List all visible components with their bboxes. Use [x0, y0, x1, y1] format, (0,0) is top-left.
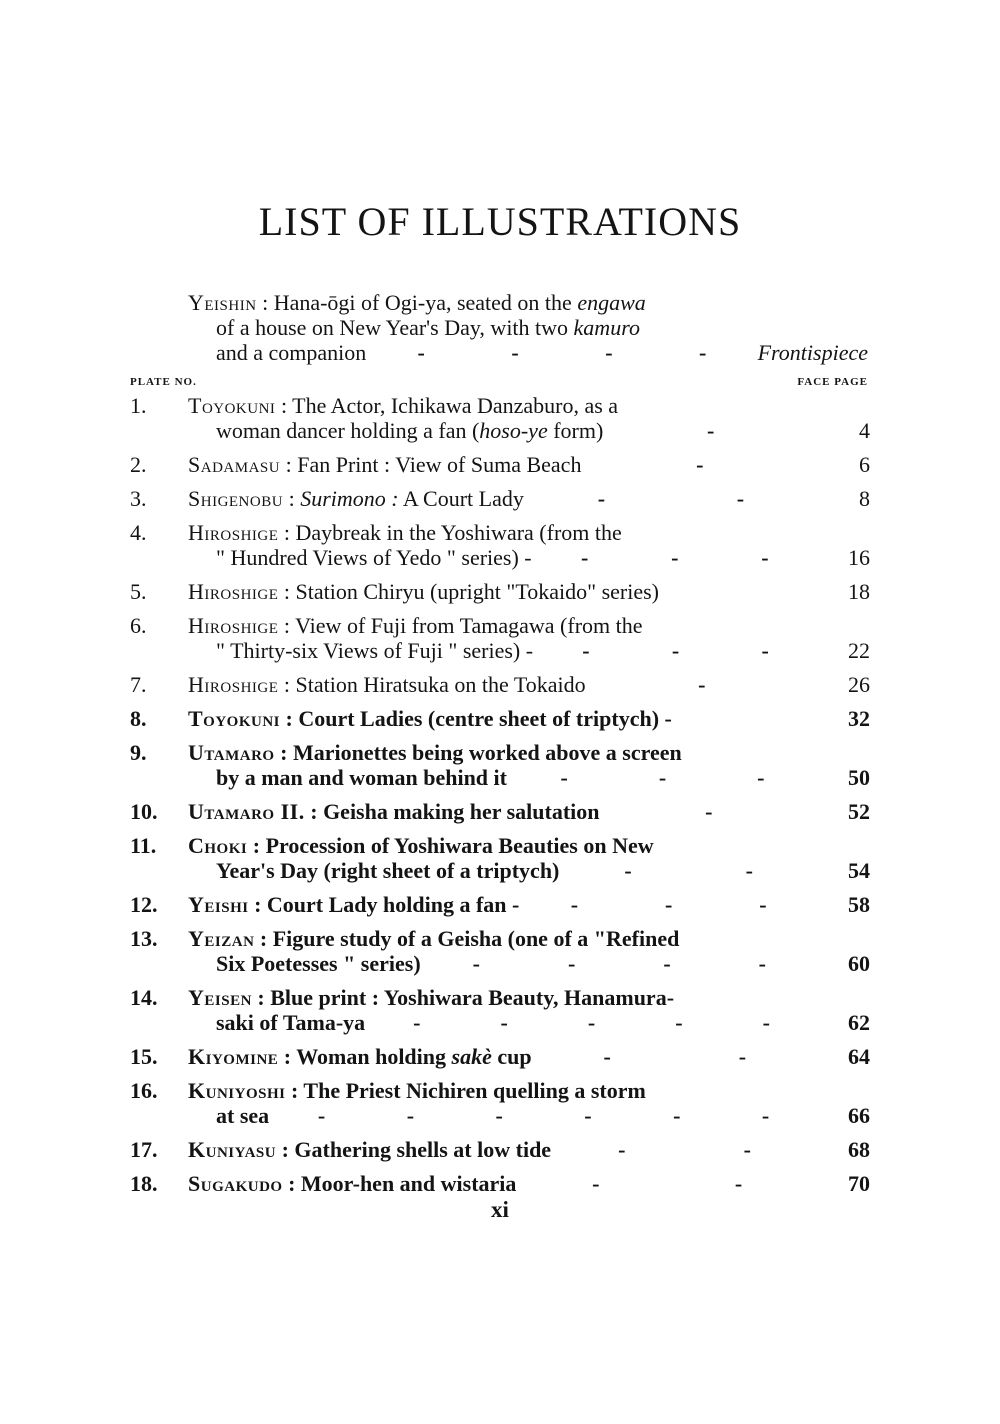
plate-entry	[130, 1078, 870, 1128]
caption-line-2	[188, 1103, 818, 1128]
dot-leader: -	[705, 799, 713, 824]
plate-number: 12.	[130, 892, 158, 917]
caption-line-1	[188, 892, 818, 917]
separator: :	[304, 799, 324, 824]
caption-text: Station Chiryu (upright "Tokaido" series)	[295, 579, 659, 604]
face-page-number: 16	[848, 545, 870, 570]
plate-entry	[130, 1044, 870, 1069]
dot-leader: - - - -	[472, 951, 766, 976]
plate-number: 6.	[130, 613, 147, 638]
plate-caption	[188, 486, 818, 511]
caption-line-1	[188, 799, 818, 824]
caption-text: Procession of Yoshiwara Beauties on New	[265, 833, 654, 858]
plate-caption	[188, 579, 818, 604]
artist-name: Kuniyasu	[188, 1137, 277, 1162]
face-page-number: 4	[859, 418, 870, 443]
plate-caption	[188, 706, 818, 731]
plate-entry	[130, 1137, 870, 1162]
dot-leader: -	[696, 452, 704, 477]
caption-line-1	[188, 706, 818, 731]
plate-number: 11.	[130, 833, 157, 858]
plate-entry	[130, 486, 870, 511]
caption-line-2	[188, 951, 818, 976]
plate-entry	[130, 799, 870, 824]
plate-number: 2.	[130, 452, 147, 477]
artist-name: Yeishin	[188, 290, 257, 315]
plate-number: 15.	[130, 1044, 158, 1069]
artist-name: Kiyomine	[188, 1044, 279, 1069]
artist-name: Shigenobu	[188, 486, 284, 511]
plate-number: 18.	[130, 1171, 158, 1196]
face-page-number: 66	[848, 1103, 870, 1128]
dot-leader: - - -	[570, 892, 767, 917]
caption-line-1	[188, 1044, 818, 1069]
caption-line-text	[216, 951, 421, 976]
caption-text: by a man and woman behind it	[216, 765, 507, 790]
caption-line-1	[188, 613, 818, 638]
artist-name: Yeishi	[188, 892, 249, 917]
dot-leader: - - - -	[417, 340, 707, 365]
plate-number: 3.	[130, 486, 147, 511]
dot-leader: - -	[592, 1171, 743, 1196]
plate-no-header: PLATE NO.	[130, 376, 197, 388]
face-page-number: 6	[859, 452, 870, 477]
caption-line-2	[188, 1010, 818, 1035]
face-page-number: 32	[848, 706, 870, 731]
caption-text: Woman holding	[296, 1044, 452, 1069]
plate-number: 1.	[130, 393, 147, 418]
caption-line-text	[188, 520, 622, 545]
plate-caption	[188, 985, 818, 1035]
plate-entry	[130, 926, 870, 976]
plate-caption	[188, 1044, 818, 1069]
caption-line-text	[188, 672, 586, 697]
separator: :	[283, 486, 301, 511]
separator: :	[256, 290, 274, 315]
plate-list	[130, 393, 870, 1205]
caption-line-1	[188, 1078, 818, 1103]
frontispiece-line-2	[188, 315, 868, 340]
page-folio: xi	[491, 1197, 509, 1222]
caption-text: and a companion	[216, 340, 367, 365]
caption-line-text	[188, 613, 643, 638]
face-page-number: 50	[848, 765, 870, 790]
caption-line-text	[188, 985, 674, 1010]
plate-entry	[130, 393, 870, 443]
caption-line-text	[216, 638, 533, 663]
plate-entry	[130, 520, 870, 570]
separator: :	[285, 1078, 304, 1103]
caption-line-1	[188, 740, 818, 765]
caption-line-text	[216, 1103, 269, 1128]
caption-text: Court Ladies (centre sheet of triptych) -	[298, 706, 672, 731]
plate-number: 4.	[130, 520, 147, 545]
face-page-number: 52	[848, 799, 870, 824]
caption-line-text	[188, 799, 600, 824]
artist-name: Kuniyoshi	[188, 1078, 286, 1103]
caption-text: Year's Day (right sheet of a triptych)	[216, 858, 560, 883]
caption-line-1	[188, 985, 818, 1010]
caption-line-text	[188, 1137, 551, 1162]
caption-line-text	[188, 1171, 516, 1196]
dot-leader: - - - - -	[413, 1010, 770, 1035]
plate-number: 9.	[130, 740, 147, 765]
caption-text: Marionettes being worked above a screen	[292, 740, 682, 765]
plate-caption	[188, 926, 818, 976]
dot-leader: - - -	[560, 765, 765, 790]
caption-text: of a house on New Year's Day, with two	[216, 315, 574, 340]
plate-entry	[130, 613, 870, 663]
caption-line-1	[188, 833, 818, 858]
caption-text: Court Lady holding a fan -	[266, 892, 520, 917]
caption-emphasis: sakè	[451, 1044, 492, 1069]
frontispiece-line-3	[188, 340, 868, 365]
caption-text: The Actor, Ichikawa Danzaburo, as a	[292, 393, 619, 418]
separator: :	[251, 985, 271, 1010]
caption-line-1	[188, 1137, 818, 1162]
plate-number: 16.	[130, 1078, 158, 1103]
artist-name: Toyokuni	[188, 706, 281, 731]
caption-text: form)	[547, 418, 604, 443]
face-page-number: 8	[859, 486, 870, 511]
plate-caption	[188, 799, 818, 824]
plate-caption	[188, 1137, 818, 1162]
caption-line-1	[188, 579, 818, 604]
face-page-header: FACE PAGE	[797, 376, 868, 388]
plate-entry	[130, 740, 870, 790]
dot-leader: -	[698, 672, 706, 697]
face-page-number: 22	[848, 638, 870, 663]
dot-leader: - - - - - -	[317, 1103, 770, 1128]
separator: :	[282, 1171, 301, 1196]
face-page-number: 58	[848, 892, 870, 917]
artist-name: Sadamasu	[188, 452, 281, 477]
artist-name: Yeizan	[188, 926, 255, 951]
dot-leader: -	[706, 418, 715, 443]
caption-line-text	[188, 833, 654, 858]
plate-number: 13.	[130, 926, 158, 951]
plate-number: 7.	[130, 672, 147, 697]
artist-name: Choki	[188, 833, 248, 858]
plate-caption	[188, 892, 818, 917]
artist-name: Yeisen	[188, 985, 252, 1010]
separator: :	[280, 452, 298, 477]
separator: :	[280, 706, 299, 731]
caption-line-text	[188, 926, 679, 951]
plate-caption	[188, 1078, 818, 1128]
caption-line-text	[188, 706, 672, 731]
column-headers	[130, 376, 868, 388]
caption-line-2	[188, 858, 818, 883]
plate-number: 10.	[130, 799, 158, 824]
caption-line-text	[216, 418, 603, 443]
caption-text: The Priest Nichiren quelling a storm	[303, 1078, 646, 1103]
separator: :	[275, 393, 293, 418]
caption-line-text	[216, 545, 532, 570]
dot-leader: - - -	[582, 638, 769, 663]
caption-emphasis: hoso-ye	[479, 418, 548, 443]
face-page-number: 54	[848, 858, 870, 883]
artist-name: Utamaro	[188, 740, 275, 765]
artist-name: Hiroshige	[188, 579, 279, 604]
caption-text: A Court Lady	[398, 486, 524, 511]
caption-line-1	[188, 520, 818, 545]
separator: :	[278, 520, 296, 545]
face-page-number: 60	[848, 951, 870, 976]
caption-text: Six Poetesses " series)	[216, 951, 421, 976]
frontispiece-entry	[188, 290, 868, 365]
caption-line-1	[188, 672, 818, 697]
plate-entry	[130, 672, 870, 697]
dot-leader: - - -	[581, 545, 769, 570]
plate-number: 5.	[130, 579, 147, 604]
dot-leader: - -	[597, 486, 745, 511]
artist-name: Hiroshige	[188, 672, 279, 697]
caption-line-1	[188, 1171, 818, 1196]
caption-text: Moor-hen and wistaria	[300, 1171, 517, 1196]
caption-line-text	[188, 1044, 532, 1069]
separator: :	[278, 579, 296, 604]
caption-line-2	[188, 545, 818, 570]
separator: :	[274, 740, 293, 765]
caption-text: at sea	[216, 1103, 270, 1128]
face-page-number: 70	[848, 1171, 870, 1196]
caption-line-text	[216, 765, 507, 790]
caption-line-text	[188, 740, 682, 765]
face-page-number: 68	[848, 1137, 870, 1162]
caption-text: Daybreak in the Yoshiwara (from the	[295, 520, 622, 545]
separator: :	[278, 613, 296, 638]
face-page-number: 62	[848, 1010, 870, 1035]
separator: :	[247, 833, 266, 858]
plate-entry	[130, 706, 870, 731]
separator: :	[278, 672, 296, 697]
plate-caption	[188, 833, 818, 883]
plate-number: 14.	[130, 985, 158, 1010]
caption-line-1	[188, 452, 818, 477]
separator: :	[278, 1044, 297, 1069]
frontispiece-label: Frontispiece	[757, 340, 868, 365]
caption-line-1	[188, 926, 818, 951]
caption-line-text	[188, 1078, 646, 1103]
frontispiece-line-1	[188, 290, 868, 315]
caption-text: " Thirty-six Views of Fuji " series) -	[216, 638, 534, 663]
artist-name: Sugakudo	[188, 1171, 283, 1196]
caption-line-2	[188, 765, 818, 790]
face-page-number: 26	[848, 672, 870, 697]
artist-name: Hiroshige	[188, 520, 279, 545]
page-title: LIST OF ILLUSTRATIONS	[258, 199, 742, 244]
plate-number: 8.	[130, 706, 147, 731]
caption-text: " Hundred Views of Yedo " series) -	[216, 545, 532, 570]
caption-line-text	[188, 579, 659, 604]
caption-line-1	[188, 393, 818, 418]
plate-number: 17.	[130, 1137, 158, 1162]
caption-line-2	[188, 418, 818, 443]
caption-text: woman dancer holding a fan (	[216, 418, 480, 443]
plate-caption	[188, 452, 818, 477]
caption-line-text	[188, 452, 581, 477]
dot-leader: - -	[618, 1137, 751, 1162]
plate-caption	[188, 393, 818, 443]
caption-text: Fan Print : View of Suma Beach	[297, 452, 582, 477]
plate-entry	[130, 579, 870, 604]
face-page-number: 64	[848, 1044, 870, 1069]
caption-emphasis: engawa	[577, 290, 646, 315]
caption-text: Station Hiratsuka on the Tokaido	[295, 672, 586, 697]
artist-name: Toyokuni	[188, 393, 276, 418]
plate-entry	[130, 985, 870, 1035]
artist-name: Hiroshige	[188, 613, 279, 638]
caption-text: saki of Tama-ya	[216, 1010, 366, 1035]
plate-caption	[188, 672, 818, 697]
caption-line-text	[188, 393, 618, 418]
plate-entry	[130, 833, 870, 883]
plate-caption	[188, 740, 818, 790]
caption-text: View of Fuji from Tamagawa (from the	[295, 613, 643, 638]
face-page-number: 18	[848, 579, 870, 604]
caption-text: Geisha making her salutation	[323, 799, 600, 824]
caption-text: Blue print : Yoshiwara Beauty, Hanamura-	[270, 985, 675, 1010]
caption-line-1	[188, 486, 818, 511]
caption-text: cup	[491, 1044, 532, 1069]
plate-entry	[130, 1171, 870, 1196]
caption-line-2	[188, 638, 818, 663]
caption-emphasis: Surimono :	[300, 486, 399, 511]
plate-caption	[188, 1171, 818, 1196]
plate-caption	[188, 520, 818, 570]
separator: :	[276, 1137, 295, 1162]
plate-entry	[130, 892, 870, 917]
caption-emphasis: kamuro	[573, 315, 640, 340]
caption-line-text	[216, 1010, 365, 1035]
dot-leader: - -	[624, 858, 753, 883]
caption-text: Hana-ōgi of Ogi-ya, seated on the	[273, 290, 578, 315]
separator: :	[248, 892, 267, 917]
separator: :	[254, 926, 273, 951]
caption-text: Gathering shells at low tide	[294, 1137, 552, 1162]
caption-line-text	[188, 486, 524, 511]
plate-caption	[188, 613, 818, 663]
artist-name: Utamaro II.	[188, 799, 305, 824]
caption-line-text	[216, 858, 559, 883]
caption-text: Figure study of a Geisha (one of a "Refined	[272, 926, 680, 951]
caption-line-text	[188, 892, 519, 917]
dot-leader: - -	[603, 1044, 747, 1069]
plate-entry	[130, 452, 870, 477]
